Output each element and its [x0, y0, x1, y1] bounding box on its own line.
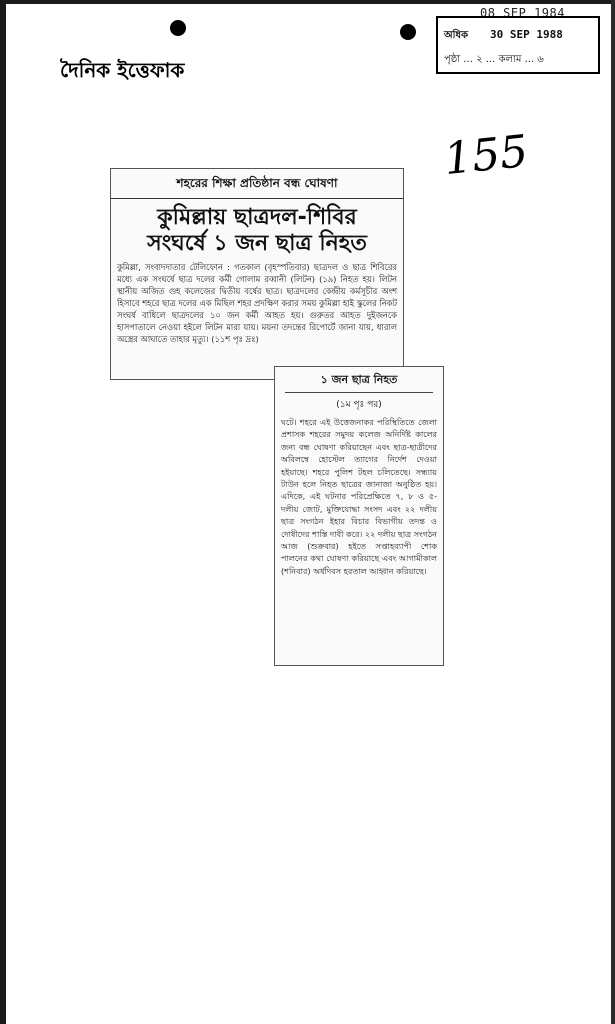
- stamp-date-inline: 30 SEP 1988: [490, 28, 563, 41]
- news-clipping-main: [110, 168, 404, 380]
- headline-line-1: কুমিল্লায় ছাত্রদল-শিবির: [157, 205, 357, 230]
- clipping-kicker: শহরের শিক্ষা প্রতিষ্ঠান বন্ধ ঘোষণা: [111, 175, 403, 199]
- scan-edge-left: [0, 0, 6, 1024]
- news-clipping-continued: [274, 366, 444, 666]
- stamp-date-label: অধিক: [444, 30, 469, 41]
- scan-edge-top: [0, 0, 615, 4]
- punch-hole-right: [400, 24, 416, 40]
- archive-stamp: [436, 16, 600, 74]
- continued-body: ঘটে। শহরে এই উত্তেজনাকর পরিস্থিতিতে জেলা প্রশাসক শহরের সমুদয় কলেজ অনির্দিষ্ট কালের জন্য বন্ধ ঘোষণা করিয়াছেন এবং ছাত্র-ছাত্রীদের অবিলম্বে হোস্টেল ত্যাগের নির্দেশ দেওয়া হইয়াছে। শহরে পুলিশ টহল চলিতেছে। সন্ধ্যায় টাউন হলে নিহত ছাত্রের জানাজা অনুষ্ঠিত হয়। এদিকে, এই ঘটনার পরিপ্রেক্ষিতে ৭, ৮ ও ৫-দলীয় জোট, মুক্তিযোদ্ধা সংসদ এবং ২২ দলীয় ছাত্র সংগঠন ইহার বিচার বিভাগীয় তদন্ত ও দোষীদের শাস্তি দাবী করে। ২২ দলীয় ছাত্র সংগঠন আজ (শুক্রবার) হইতে সপ্তাহব্যাপী শোক পালনের কথা ঘোষণা করিয়াছে এবং আগামীকাল (শনিবার) অর্ধদিবস হরতাল আহ্বান করিয়াছে।: [281, 417, 437, 576]
- stamp-page-column: পৃষ্ঠা ... ২ ... কলাম ... ৬: [444, 54, 544, 65]
- continued-title: ১ জন ছাত্র নিহত: [285, 367, 433, 393]
- continued-from: (১ম পৃঃ পর): [336, 400, 382, 410]
- newspaper-masthead: দৈনিক ইত্তেফাক: [60, 58, 185, 82]
- stamp-date-top: 08 SEP 1984: [480, 6, 565, 20]
- clipping-headline: [111, 205, 403, 257]
- headline-line-2: সংঘর্ষে ১ জন ছাত্র নিহত: [147, 231, 367, 256]
- clipping-body: কুমিল্লা, সংবাদদাতার টেলিফোন : গতকাল (বৃহস্পতিবার) ছাত্রদল ও ছাত্র শিবিরের মধ্যে এক সংঘর্ষে ছাত্র দলের কর্মী গোলাম রব্বানী (লিটন) (১৯) নিহত হয়। লিটন স্থানীয় অজিত গুহ কলেজের দ্বিতীয় বর্ষের ছাত্র। ছাত্রদলের কেন্দ্রীয় কর্মসূচীর অংশ হিসাবে শহরে ছাত্র দলের এক মিছিল শহর প্রদক্ষিণ করার সময় কুমিল্লা হাই স্কুলের নিকট সংঘর্ষ বাধিলে ছাত্রদলের ১০ জন কর্মী আহত হয়। গুরুতর আহত দুইজনকে হাসপাতালে নেওয়া হইলে লিটন মারা যায়। ময়না তদন্তের রিপোর্টে জানা যায়, ধারাল অস্ত্রের আঘাতে তাহার মৃত্যু। (১১শ পৃঃ দ্রঃ): [117, 262, 397, 344]
- handwritten-number: 155: [441, 125, 531, 186]
- punch-hole-left: [170, 20, 186, 36]
- scan-edge-right: [611, 0, 615, 1024]
